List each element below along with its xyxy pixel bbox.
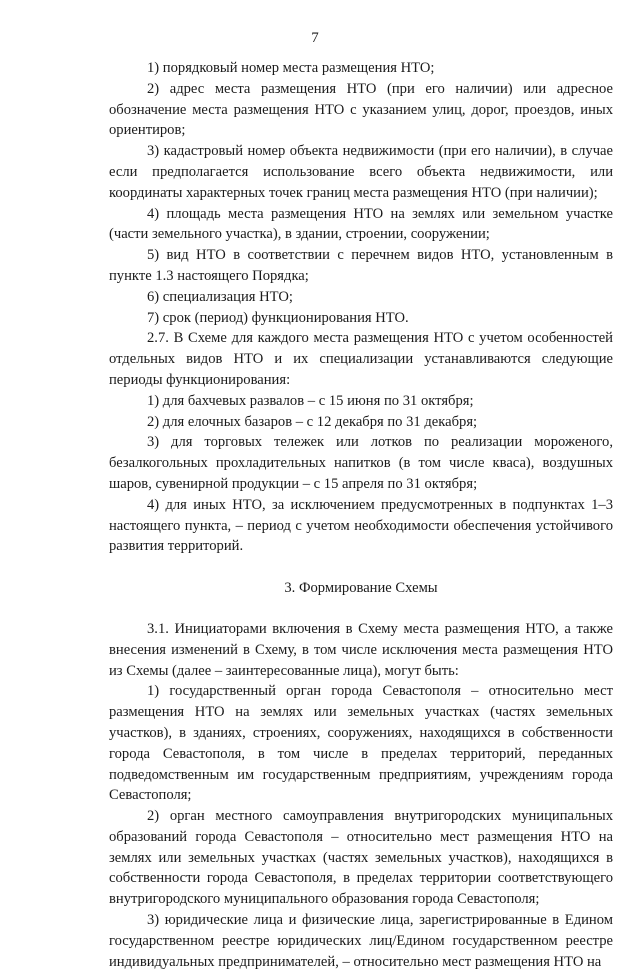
paragraph: 6) специализация НТО; [147,288,293,305]
page-number: 7 [311,30,319,46]
section-heading: 3. Формирование Схемы [284,580,438,597]
paragraph: 2) орган местного самоуправления внутригородских муниципальных образований города Севастополя – относительно мест размещения НТО на землях или земельных участках (частях земельных участков), находящихся в собственности города Севастополя, в пределах территории соответствующего внутригородского муниципального образования города Севастополя; [109,808,613,908]
paragraph: 3) юридические лица и физические лица, зарегистрированные в Едином государственном реестре юридических лиц/Едином государственном реестре индивидуальных предпринимателей, – относительно мест размещения НТО на [109,912,613,970]
paragraph: 7) срок (период) функционирования НТО. [147,309,409,326]
paragraph: 4) для иных НТО, за исключением предусмотренных в подпунктах 1–3 настоящего пункта, – период с учетом необходимости обеспечения устойчивого развития территорий. [109,496,613,555]
paragraph: 5) вид НТО в соответствии с перечнем видов НТО, установленным в пункте 1.3 настоящего Порядка; [109,247,613,284]
paragraph: 2) адрес места размещения НТО (при его наличии) или адресное обозначение места размещения НТО с указанием улиц, дорог, проездов, иных ориентиров; [109,80,613,139]
document-body [109,58,613,972]
paragraph: 3) для торговых тележек или лотков по реализации мороженого, безалкогольных прохладительных напитков (в том числе кваса), воздушных шаров, сувенирной продукции – с 15 апреля по 31 октября; [109,434,613,492]
paragraph: 1) для бахчевых развалов – с 15 июня по 31 октября; [147,392,474,409]
paragraph: 4) площадь места размещения НТО на землях или земельном участке (части земельного участка), в здании, строении, сооружении; [109,205,613,243]
paragraph: 2) для елочных базаров – с 12 декабря по 31 декабря; [147,413,478,430]
paragraph: 3.1. Инициаторами включения в Схему места размещения НТО, а также внесения изменений в Схему, в том числе исключения места размещения НТО из Схемы (далее – заинтересованные лица), могут быть: [109,620,613,679]
paragraph: 1) государственный орган города Севастополя – относительно мест размещения НТО на землях или земельных участках (частях земельных участков), в зданиях, строениях, сооружениях, находящихся в собственности города Севастополя, в том числе в пределах территорий, переданных подведомственным им государственным предприятиям, учреждениям города Севастополя; [109,683,613,804]
paragraph: 3) кадастровый номер объекта недвижимости (при его наличии), в случае если предполагается использование всего объекта недвижимости, или координаты характерных точек границ места размещения НТО (при наличии); [109,143,613,201]
paragraph: 1) порядковый номер места размещения НТО; [147,60,435,76]
paragraph: 2.7. В Схеме для каждого места размещения НТО с учетом особенностей отдельных видов НТО и их специализации устанавливаются следующие периоды функционирования: [109,330,613,388]
